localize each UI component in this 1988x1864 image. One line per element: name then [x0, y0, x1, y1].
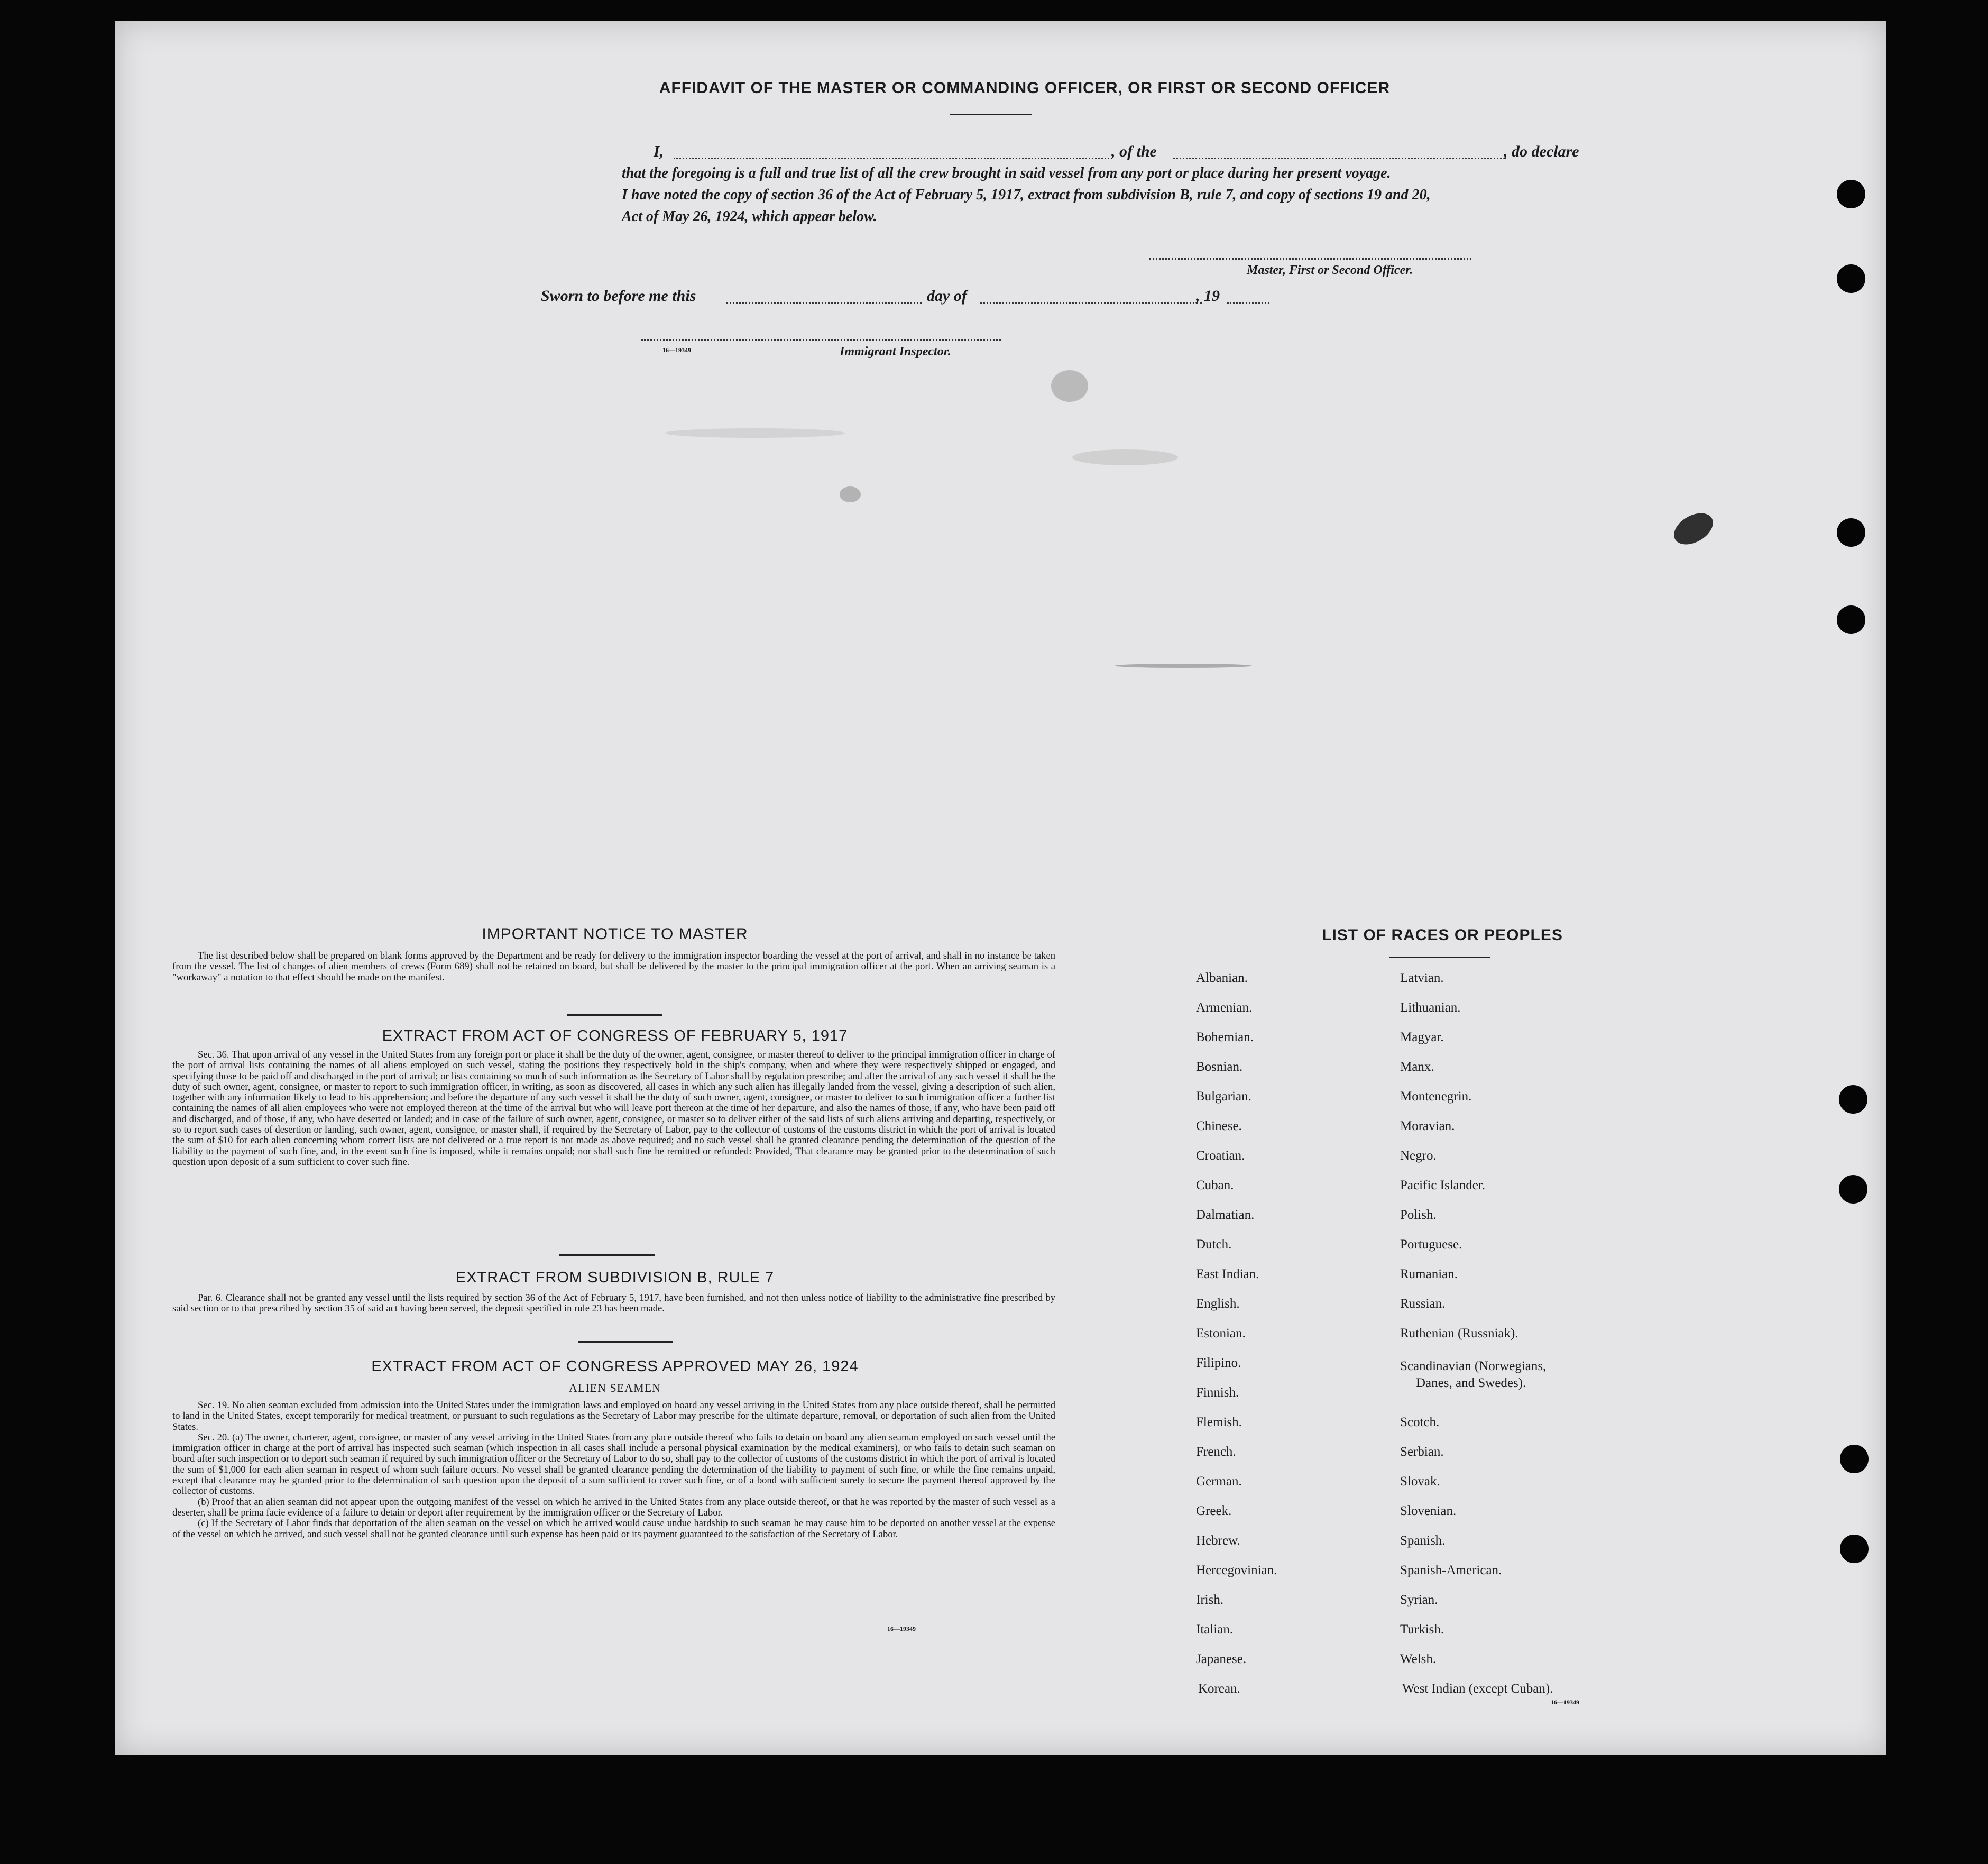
bleed-mark: [840, 486, 861, 502]
sec-19-paragraph: Sec. 19. No alien seaman excluded from admission into the United States under the immigration laws and employed on board any vessel arriving in the United States from any place outside thereof, shall be permitted to land in the United States, except temporarily for medical treatment, or pursuant to such regulations as the Secretary of Labor may prescribe for the ultimate departure, removal, or deportation of such alien from the United States.: [172, 1400, 1055, 1433]
race-magyar: Magyar.: [1400, 1030, 1444, 1044]
race-finnish: Finnish.: [1196, 1385, 1239, 1400]
race-dutch: Dutch.: [1196, 1237, 1232, 1252]
race-moravian: Moravian.: [1400, 1119, 1455, 1133]
punch-hole: [1837, 605, 1865, 634]
punch-hole: [1840, 1445, 1869, 1473]
race-croatian: Croatian.: [1196, 1149, 1245, 1163]
race-ruthenian: Ruthenian (Russniak).: [1400, 1326, 1518, 1340]
race-scotch: Scotch.: [1400, 1415, 1440, 1429]
extract-1924-body: [172, 1400, 1055, 1540]
extract-rule7-title: EXTRACT FROM SUBDIVISION B, RULE 7: [455, 1269, 775, 1286]
sec-36-paragraph: Sec. 36. That upon arrival of any vessel in the United States from any foreign port or place it shall be the duty of the owner, agent, consignee, or master thereof to deliver to the principal immigration officer in charge of the port of arrival lists containing the names of all aliens employed on such vessel, stating the positions they respectively hold in the ship's company, when and where they were respectively shipped or engaged, and specifying those to be paid off and discharged in the port of arrival; or lists containing so much of such information as the Secretary of Labor shall by regulation prescribe; and after the arrival of any such vessel it shall be the duty of such owner, agent, consignee, or master to report to such immigration officer, in writing, as soon as discovered, all cases in which any such alien has illegally landed from the vessel, giving a description of such alien, together with any information likely to lead to his apprehension; and before the departure of any such vessel it shall be the duty of such owner, agent, consignee, or master to deliver to such immigration officer a further list containing the names of all alien employees who were not employed thereon at the time of the arrival but who will leave port thereon at the time of her departure, and also the names of those, if any, who have been paid off and discharged, and of those, if any, who have deserted or landed; and in case of the failure of such owner, agent, consignee, or master so to deliver either of the said lists of such aliens arriving and departing, respectively, or so to report such cases of desertion or landing, such owner, agent, consignee, or master shall, if required by the Secretary of Labor, pay to the collector of customs of the customs district in which the port of arrival is located the sum of $10 for each alien concerning whom correct lists are not delivered or a true report is not made as above required; and no such vessel shall be granted clearance pending the determination of the question of the liability to the payment of such fine, and, in the event such fine is imposed, while it remains unpaid; nor shall such fine be remitted or refunded: Provided, That clearance may be granted prior to the determination of such question upon deposit of a sum sufficient to cover such fine.: [172, 1049, 1055, 1168]
race-bosnian: Bosnian.: [1196, 1060, 1243, 1074]
affidavit-of-the: , of the: [1111, 143, 1157, 160]
race-portuguese: Portuguese.: [1400, 1237, 1462, 1252]
extract-1917-rule: [559, 1254, 655, 1256]
race-filipino: Filipino.: [1196, 1356, 1241, 1370]
extract-1917-body: [172, 1050, 1055, 1168]
notice-title: IMPORTANT NOTICE TO MASTER: [482, 925, 748, 943]
notice-rule: [567, 1014, 662, 1016]
document-sheet: [115, 21, 1886, 1755]
extract-rule7-rule: [578, 1341, 673, 1343]
extract-1924-title: EXTRACT FROM ACT OF CONGRESS APPROVED MAY 26, 1924: [371, 1358, 859, 1375]
race-hercegovinian: Hercegovinian.: [1196, 1563, 1277, 1577]
sec-20c-paragraph: (c) If the Secretary of Labor finds that deportation of the alien seaman on the vessel on which he arrived would cause undue hardship to such seaman he may cause him to be deported on another vessel at the expense of the vessel on which he arrived, and such vessel shall not be granted clearance until such expense has been paid or its payment guaranteed to the satisfaction of the Secretary of Labor.: [172, 1518, 1055, 1540]
extract-rule7-body: [172, 1293, 1055, 1315]
sworn-year-blank[interactable]: [1227, 302, 1269, 304]
race-english: English.: [1196, 1297, 1240, 1311]
race-german: German.: [1196, 1474, 1242, 1489]
race-syrian: Syrian.: [1400, 1593, 1438, 1607]
race-italian: Italian.: [1196, 1622, 1234, 1637]
race-west-indian: West Indian (except Cuban).: [1402, 1682, 1553, 1696]
race-spanish-american: Spanish-American.: [1400, 1563, 1502, 1577]
signature-blank[interactable]: [1149, 258, 1471, 260]
race-cuban: Cuban.: [1196, 1178, 1234, 1192]
inspector-signature-blank[interactable]: [641, 339, 1001, 341]
race-negro: Negro.: [1400, 1149, 1437, 1163]
race-estonian: Estonian.: [1196, 1326, 1246, 1340]
sworn-month-blank[interactable]: [980, 302, 1202, 304]
races-title-rule: [1389, 957, 1490, 958]
punch-hole: [1837, 264, 1865, 293]
day-of-label: day of: [927, 287, 967, 305]
race-dalmatian: Dalmatian.: [1196, 1208, 1255, 1222]
race-slovak: Slovak.: [1400, 1474, 1440, 1489]
race-flemish: Flemish.: [1196, 1415, 1242, 1429]
races-title: LIST OF RACES OR PEOPLES: [1322, 926, 1563, 944]
par-6-paragraph: Par. 6. Clearance shall not be granted any vessel until the lists required by section 36 of the Act of February 5, 1917, have been furnished, and not then unless notice of liability to the administrative fine prescribed by said section or to that prescribed by section 35 of said act having been served, the deposit specified in rule 23 has been made.: [172, 1292, 1055, 1315]
race-chinese: Chinese.: [1196, 1119, 1242, 1133]
extract-form-number: 16—19349: [887, 1625, 916, 1632]
race-irish: Irish.: [1196, 1593, 1224, 1607]
race-lithuanian: Lithuanian.: [1400, 1000, 1461, 1015]
race-montenegrin: Montenegrin.: [1400, 1089, 1472, 1104]
race-latvian: Latvian.: [1400, 971, 1444, 985]
notice-body: [172, 951, 1055, 983]
race-pacific-islander: Pacific Islander.: [1400, 1178, 1486, 1192]
inspector-label: Immigrant Inspector.: [840, 345, 951, 359]
bleed-mark: [665, 428, 845, 438]
race-rumanian: Rumanian.: [1400, 1267, 1458, 1281]
race-hebrew: Hebrew.: [1196, 1534, 1240, 1548]
race-albanian: Albanian.: [1196, 971, 1248, 985]
ink-blot: [1669, 507, 1718, 550]
affidavit-line-4: Act of May 26, 1924, which appear below.: [622, 208, 877, 225]
sec-20b-paragraph: (b) Proof that an alien seaman did not appear upon the outgoing manifest of the vessel on which he arrived in the United States from any place outside thereof, or that he was reported by the master of such vessel as a deserter, shall be prima facie evidence of a failure to detain or deport after requirement by the immigration officer or the Secretary of Labor.: [172, 1496, 1055, 1518]
race-manx: Manx.: [1400, 1060, 1434, 1074]
affidavit-title-rule: [950, 114, 1032, 115]
race-east-indian: East Indian.: [1196, 1267, 1259, 1281]
year-label: , 19: [1196, 287, 1220, 305]
affidavit-do-declare: , do declare: [1504, 143, 1579, 160]
signature-label: Master, First or Second Officer.: [1247, 263, 1413, 277]
race-greek: Greek.: [1196, 1504, 1232, 1518]
race-turkish: Turkish.: [1400, 1622, 1444, 1637]
race-bulgarian: Bulgarian.: [1196, 1089, 1251, 1104]
sworn-day-blank[interactable]: [726, 302, 922, 304]
races-form-number: 16—19349: [1551, 1698, 1579, 1706]
race-serbian: Serbian.: [1400, 1445, 1444, 1459]
race-japanese: Japanese.: [1196, 1652, 1247, 1666]
race-russian: Russian.: [1400, 1297, 1446, 1311]
bleed-mark: [1115, 664, 1252, 668]
affidavit-line-2: that the foregoing is a full and true list of all the crew brought in said vessel from any port or place during her present voyage.: [622, 165, 1391, 181]
sec-20a-paragraph: Sec. 20. (a) The owner, charterer, agent, consignee, or master of any vessel arriving in the United States from any place outside thereof who fails to detain on board any alien seaman employed on such vessel until the immigration officer in charge at the port of arrival has inspected such seaman (which inspection in all cases shall include a personal physical examination by the medical examiners), or who fails to detain such seaman on board after such inspection or to deport such seaman if required by such immigration officer or the Secretary of Labor to do so, shall pay to the collector of customs of the customs district in which the port of arrival is located the sum of $1,000 for each alien seaman in respect of whom such failure occurs. No vessel shall be granted clearance pending the determination of the liability to payment of such fine, or while the fine remains unpaid, except that clearance may be granted prior to the determination of such question upon the deposit of a sum sufficient to cover such fine, or of a bond with sufficient surety to secure the payment thereof approved by the collector of customs.: [172, 1431, 1055, 1497]
bleed-mark: [1072, 449, 1178, 465]
race-polish: Polish.: [1400, 1208, 1437, 1222]
race-slovenian: Slovenian.: [1400, 1504, 1457, 1518]
race-bohemian: Bohemian.: [1196, 1030, 1254, 1044]
punch-hole: [1839, 1175, 1867, 1204]
affidavit-line-i: I,: [654, 143, 664, 160]
punch-hole: [1837, 518, 1865, 547]
affidavit-title: AFFIDAVIT OF THE MASTER OR COMMANDING OFFICER, OR FIRST OR SECOND OFFICER: [659, 79, 1391, 97]
notice-paragraph: The list described below shall be prepared on blank forms approved by the Department and be ready for delivery to the immigration inspector boarding the vessel at the port of arrival, and shall in no instance be taken from the vessel. The list of changes of alien members of crews (Form 689) shall not be retained on board, but shall be delivered by the master to the principal immigration officer at the port. When an arriving seaman is a "workaway" a notation to that effect should be made on the manifest.: [172, 950, 1055, 983]
race-french: French.: [1196, 1445, 1236, 1459]
race-korean: Korean.: [1198, 1682, 1240, 1696]
race-scandinavian: Scandinavian (Norwegians,: [1400, 1359, 1547, 1373]
affidavit-name-blank[interactable]: [674, 158, 1112, 159]
race-spanish: Spanish.: [1400, 1534, 1446, 1548]
extract-1917-title: EXTRACT FROM ACT OF CONGRESS OF FEBRUARY 5, 1917: [382, 1027, 848, 1044]
punch-hole: [1839, 1085, 1867, 1114]
punch-hole: [1840, 1535, 1869, 1563]
punch-hole: [1837, 180, 1865, 208]
race-armenian: Armenian.: [1196, 1000, 1253, 1015]
race-welsh: Welsh.: [1400, 1652, 1437, 1666]
affidavit-vessel-blank[interactable]: [1173, 158, 1506, 159]
race-scandinavian-cont: Danes, and Swedes).: [1416, 1376, 1526, 1390]
affidavit-line-3: I have noted the copy of section 36 of the Act of February 5, 1917, extract from subdivision B, rule 7, and copy of sections 19 and 20,: [622, 187, 1431, 203]
alien-seamen-subtitle: ALIEN SEAMEN: [569, 1381, 661, 1394]
bleed-mark: [1051, 370, 1088, 402]
affidavit-form-number: 16—19349: [662, 346, 691, 354]
sworn-before-label: Sworn to before me this: [541, 287, 696, 305]
